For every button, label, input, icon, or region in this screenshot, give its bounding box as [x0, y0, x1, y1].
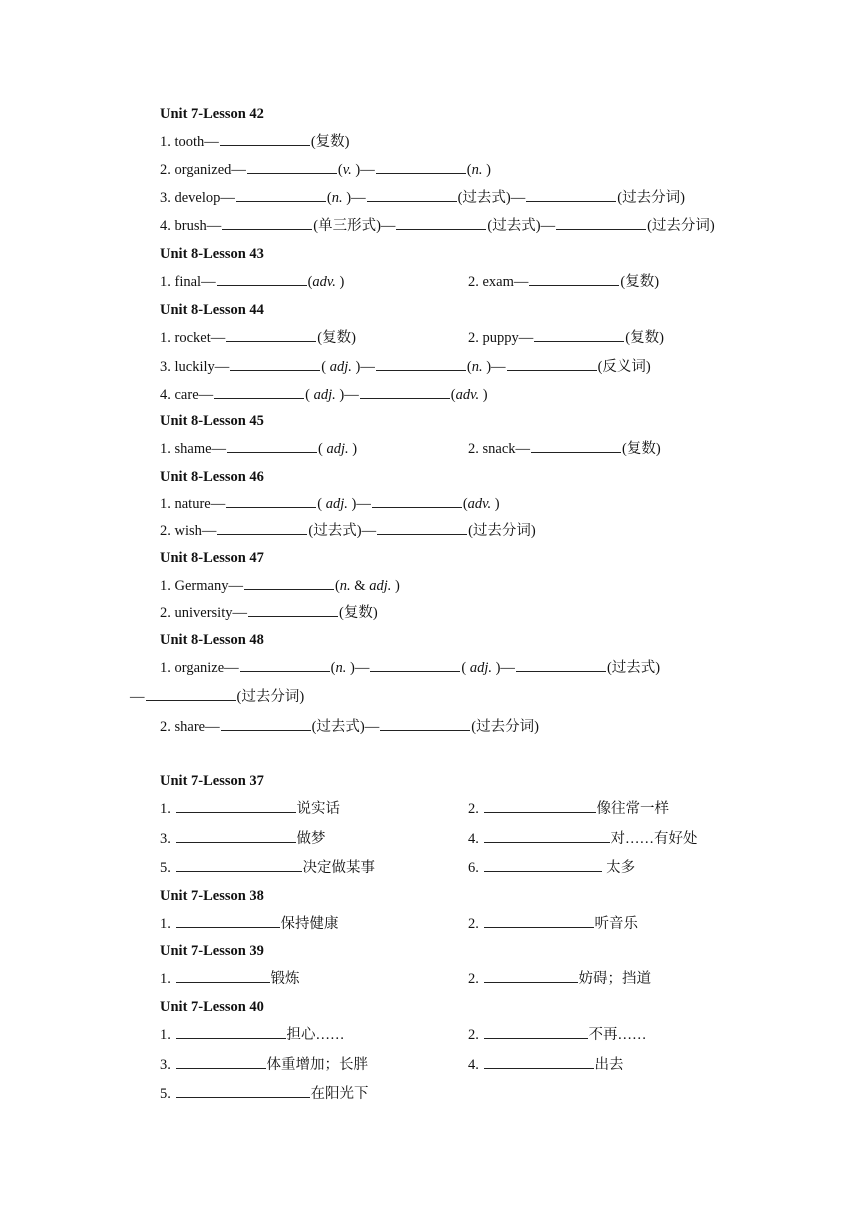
- item-note: (复数): [339, 605, 378, 621]
- answer-blank[interactable]: [534, 327, 624, 342]
- answer-blank[interactable]: [484, 968, 578, 983]
- answer-blank[interactable]: [176, 1024, 286, 1039]
- item-label: 2.: [468, 801, 483, 817]
- item-label: 1.: [160, 971, 175, 987]
- section-heading: Unit 7-Lesson 39: [160, 943, 264, 959]
- item-note: (单三形式)—: [313, 218, 396, 234]
- exercise-line: [160, 384, 488, 404]
- exercise-line: [160, 438, 357, 458]
- item-label: 4.: [468, 1057, 483, 1073]
- exercise-line: [160, 327, 356, 347]
- section-heading: Unit 8-Lesson 48: [160, 632, 264, 648]
- answer-blank[interactable]: [372, 493, 462, 508]
- item-label: 3. luckily—: [160, 359, 230, 375]
- item-note: 出去: [594, 1057, 624, 1073]
- item-note: (: [450, 387, 456, 403]
- exercise-line: [160, 602, 378, 622]
- item-label: 2.: [468, 916, 483, 932]
- item-note: (过去分词): [468, 523, 536, 539]
- answer-blank[interactable]: [529, 271, 619, 286]
- section-heading: Unit 8-Lesson 43: [160, 246, 264, 262]
- phrase-item: [160, 1054, 368, 1074]
- phrase-item: [468, 857, 635, 877]
- answer-blank[interactable]: [222, 215, 312, 230]
- item-note: n.: [331, 190, 343, 206]
- item-label: 1. shame—: [160, 441, 227, 457]
- section-heading: Unit 8-Lesson 44: [160, 302, 264, 318]
- exercise-line: [468, 327, 664, 347]
- item-note: adj.: [325, 496, 348, 512]
- item-note: (: [466, 162, 472, 178]
- answer-blank[interactable]: [226, 327, 316, 342]
- item-note: 做梦: [296, 831, 326, 847]
- answer-blank[interactable]: [226, 493, 316, 508]
- item-note: (过去式)—: [457, 190, 526, 206]
- item-label: 1. organize—: [160, 660, 239, 676]
- phrase-item: [160, 1024, 345, 1044]
- section-heading: Unit 7-Lesson 38: [160, 888, 264, 904]
- answer-blank[interactable]: [376, 356, 466, 371]
- item-note: (过去分词): [617, 190, 685, 206]
- item-label: 3.: [160, 831, 175, 847]
- item-note: adv.: [455, 387, 480, 403]
- item-label: 1. tooth—: [160, 134, 219, 150]
- answer-blank[interactable]: [531, 438, 621, 453]
- item-note: )—: [346, 660, 370, 676]
- item-label: 4. brush—: [160, 218, 222, 234]
- item-note: adv.: [467, 496, 492, 512]
- exercise-line: [160, 657, 660, 677]
- item-note: 锻炼: [270, 971, 300, 987]
- item-note: (: [305, 387, 314, 403]
- item-note: (: [326, 190, 332, 206]
- answer-blank[interactable]: [516, 657, 606, 672]
- item-note: 决定做某事: [302, 860, 375, 876]
- item-note: (: [317, 496, 326, 512]
- answer-blank[interactable]: [248, 602, 338, 617]
- item-note: 在阳光下: [310, 1086, 369, 1102]
- item-note: (过去式)—: [308, 523, 377, 539]
- item-note: 对……有好处: [610, 831, 698, 847]
- item-label: 2. share—: [160, 719, 220, 735]
- phrase-item: [468, 828, 698, 848]
- item-note: 保持健康: [280, 916, 339, 932]
- item-label: 4. care—: [160, 387, 214, 403]
- item-note: —: [130, 689, 145, 705]
- item-label: 1. final—: [160, 274, 216, 290]
- item-note: ): [335, 274, 345, 290]
- item-note: )—: [342, 190, 366, 206]
- exercise-line: [160, 716, 539, 736]
- item-note: ): [348, 441, 358, 457]
- item-label: 3. develop—: [160, 190, 235, 206]
- item-note: ): [479, 387, 488, 403]
- answer-blank[interactable]: [227, 438, 317, 453]
- item-label: 2.: [468, 1027, 483, 1043]
- answer-blank[interactable]: [556, 215, 646, 230]
- answer-blank[interactable]: [367, 187, 457, 202]
- item-note: 说实话: [296, 801, 340, 817]
- answer-blank[interactable]: [247, 159, 337, 174]
- phrase-item: [160, 828, 326, 848]
- item-note: (: [337, 162, 343, 178]
- item-note: (: [321, 359, 330, 375]
- exercise-line: [160, 187, 685, 207]
- item-note: 不再……: [588, 1027, 647, 1043]
- item-label: 1.: [160, 801, 175, 817]
- item-label: 2. snack—: [468, 441, 531, 457]
- item-note: (过去分词): [236, 689, 305, 705]
- item-label: 3.: [160, 1057, 175, 1073]
- item-note: n.: [339, 578, 351, 594]
- exercise-line: [160, 159, 491, 179]
- phrase-item: [468, 798, 669, 818]
- item-note: (: [462, 496, 468, 512]
- item-label: 6.: [468, 860, 483, 876]
- exercise-line: [160, 271, 344, 291]
- answer-blank[interactable]: [176, 828, 296, 843]
- section-heading: Unit 8-Lesson 47: [160, 550, 264, 566]
- exercise-line: [468, 271, 659, 291]
- item-note: )—: [347, 496, 371, 512]
- item-label: 1. nature—: [160, 496, 226, 512]
- answer-blank[interactable]: [221, 716, 311, 731]
- answer-blank[interactable]: [240, 657, 330, 672]
- phrase-item: [468, 968, 651, 988]
- item-label: 5.: [160, 1086, 175, 1102]
- phrase-item: [160, 913, 339, 933]
- item-note: (: [466, 359, 472, 375]
- item-note: )—: [351, 359, 375, 375]
- item-note: (过去式)—: [311, 719, 380, 735]
- item-note: (: [330, 660, 336, 676]
- answer-blank[interactable]: [484, 1024, 588, 1039]
- phrase-item: [468, 1024, 647, 1044]
- answer-blank[interactable]: [360, 384, 450, 399]
- item-note: 太多: [602, 860, 636, 876]
- item-note: adj.: [326, 441, 349, 457]
- item-note: )—: [351, 162, 375, 178]
- item-note: n.: [471, 162, 483, 178]
- answer-blank[interactable]: [484, 857, 602, 872]
- exercise-line: [468, 438, 661, 458]
- item-note: ): [482, 162, 491, 178]
- item-note: adj.: [329, 359, 352, 375]
- item-label: 2. exam—: [468, 274, 529, 290]
- exercise-line: [160, 131, 349, 151]
- answer-blank[interactable]: [220, 131, 310, 146]
- item-note: v.: [342, 162, 352, 178]
- answer-blank[interactable]: [380, 716, 470, 731]
- answer-blank[interactable]: [176, 913, 280, 928]
- item-note: (复数): [310, 134, 350, 150]
- answer-blank[interactable]: [217, 271, 307, 286]
- item-label: 1.: [160, 1027, 175, 1043]
- item-label: 2.: [468, 971, 483, 987]
- phrase-item: [468, 913, 638, 933]
- item-note: (过去式)—: [487, 218, 556, 234]
- answer-blank[interactable]: [236, 187, 326, 202]
- exercise-line: [160, 520, 536, 540]
- section-heading: Unit 7-Lesson 42: [160, 106, 264, 122]
- answer-blank[interactable]: [176, 857, 302, 872]
- item-label: 2. organized—: [160, 162, 246, 178]
- answer-blank[interactable]: [217, 520, 307, 535]
- answer-blank[interactable]: [484, 828, 610, 843]
- item-note: 听音乐: [594, 916, 638, 932]
- answer-blank[interactable]: [370, 657, 460, 672]
- item-note: (复数): [620, 274, 660, 290]
- answer-blank[interactable]: [484, 913, 594, 928]
- item-note: (: [461, 660, 470, 676]
- item-note: (复数): [317, 330, 356, 346]
- phrase-item: [160, 857, 375, 877]
- item-label: 2. university—: [160, 605, 247, 621]
- item-note: adj.: [469, 660, 492, 676]
- phrase-item: [468, 1054, 624, 1074]
- item-note: (过去式): [606, 660, 661, 676]
- answer-blank[interactable]: [484, 798, 596, 813]
- item-note: n.: [335, 660, 347, 676]
- item-note: ): [391, 578, 400, 594]
- answer-blank[interactable]: [176, 1054, 266, 1069]
- answer-blank[interactable]: [214, 384, 304, 399]
- phrase-item: [160, 968, 300, 988]
- item-label: 5.: [160, 860, 175, 876]
- exercise-line: [160, 575, 400, 595]
- answer-blank[interactable]: [230, 356, 320, 371]
- item-note: (过去分词): [471, 719, 539, 735]
- item-label: 1. rocket—: [160, 330, 226, 346]
- section-heading: Unit 7-Lesson 40: [160, 999, 264, 1015]
- item-label: 2. wish—: [160, 523, 217, 539]
- item-note: (: [307, 274, 313, 290]
- exercise-line: [160, 356, 651, 376]
- section-heading: Unit 7-Lesson 37: [160, 773, 264, 789]
- answer-blank[interactable]: [526, 187, 616, 202]
- section-heading: Unit 8-Lesson 46: [160, 469, 264, 485]
- item-note: n.: [471, 359, 483, 375]
- item-note: adv.: [312, 274, 336, 290]
- item-note: (复数): [625, 330, 664, 346]
- item-note: adj.: [313, 387, 336, 403]
- item-note: (过去分词): [647, 218, 715, 234]
- item-label: 1.: [160, 916, 175, 932]
- item-note: ): [491, 496, 500, 512]
- answer-blank[interactable]: [377, 520, 467, 535]
- item-note: (: [318, 441, 327, 457]
- item-label: 1. Germany—: [160, 578, 243, 594]
- phrase-item: [160, 798, 340, 818]
- answer-blank[interactable]: [484, 1054, 594, 1069]
- phrase-item: [160, 1083, 369, 1103]
- item-note: 体重增加；长胖: [266, 1057, 368, 1073]
- item-note: )—: [491, 660, 515, 676]
- item-note: &: [350, 578, 370, 594]
- item-note: adj.: [369, 578, 392, 594]
- answer-blank[interactable]: [376, 159, 466, 174]
- item-note: )—: [335, 387, 359, 403]
- answer-blank[interactable]: [507, 356, 597, 371]
- exercise-line: [160, 493, 500, 513]
- exercise-line: [160, 215, 715, 235]
- section-heading: Unit 8-Lesson 45: [160, 413, 264, 429]
- answer-blank[interactable]: [146, 686, 236, 701]
- item-label: 4.: [468, 831, 483, 847]
- answer-blank[interactable]: [176, 968, 270, 983]
- exercise-line: [130, 686, 304, 706]
- answer-blank[interactable]: [176, 798, 296, 813]
- item-note: )—: [482, 359, 506, 375]
- item-label: 2. puppy—: [468, 330, 534, 346]
- item-note: (: [334, 578, 340, 594]
- item-note: 担心……: [286, 1027, 345, 1043]
- item-note: 像往常一样: [596, 801, 669, 817]
- answer-blank[interactable]: [176, 1083, 310, 1098]
- answer-blank[interactable]: [244, 575, 334, 590]
- item-note: (反义词): [597, 359, 651, 375]
- item-note: (复数): [622, 441, 661, 457]
- item-note: 妨碍；挡道: [578, 971, 651, 987]
- answer-blank[interactable]: [396, 215, 486, 230]
